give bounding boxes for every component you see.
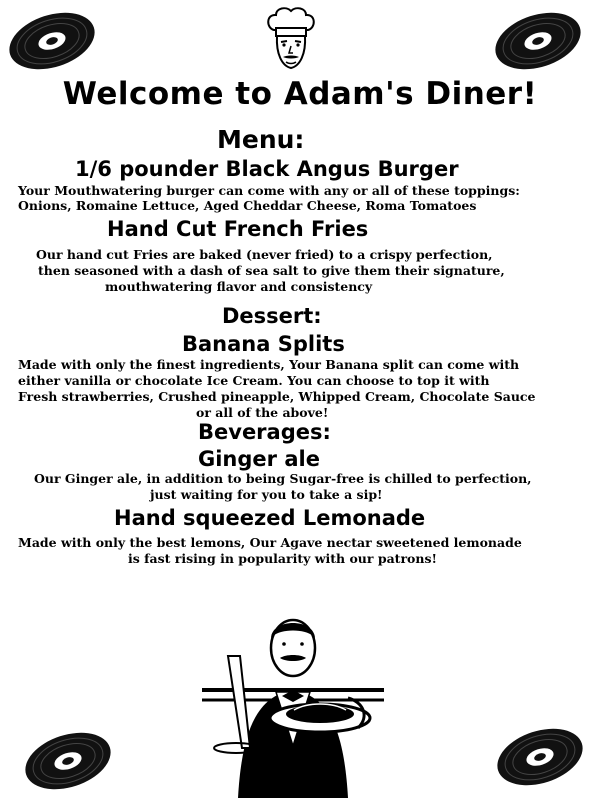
lemonade-line: Made with only the best lemons, Our Agave nectar sweetened lemonade	[18, 535, 522, 550]
banana-name: Banana Splits	[182, 332, 345, 356]
waiter-serving-icon	[198, 598, 388, 798]
lemonade-line: is fast rising in popularity with our patrons!	[128, 551, 437, 566]
fries-line: Our hand cut Fries are baked (never fried) to a crispy perfection,	[36, 247, 493, 262]
ginger-line: Our Ginger ale, in addition to being Sugar-free is chilled to perfection,	[34, 471, 532, 486]
chef-head-icon	[264, 6, 318, 72]
vinyl-record-icon	[494, 726, 586, 788]
lemonade-name: Hand squeezed Lemonade	[114, 506, 426, 530]
banana-line: either vanilla or chocolate Ice Cream. You can choose to top it with	[18, 373, 490, 388]
burger-name: 1/6 pounder Black Angus Burger	[75, 157, 459, 181]
banana-line: Fresh strawberries, Crushed pineapple, Whipped Cream, Chocolate Sauce	[18, 389, 536, 404]
ginger-name: Ginger ale	[198, 447, 320, 471]
fries-line: mouthwatering flavor and consistency	[105, 279, 373, 294]
vinyl-record-icon	[22, 730, 114, 792]
banana-line: or all of the above!	[196, 405, 329, 420]
banana-line: Made with only the finest ingredients, Your Banana split can come with	[18, 357, 520, 372]
vinyl-record-icon	[6, 10, 98, 72]
burger-line: Your Mouthwatering burger can come with any or all of these toppings:	[18, 183, 520, 198]
page-title: Welcome to Adam's Diner!	[62, 76, 538, 112]
fries-line: then seasoned with a dash of sea salt to give them their signature,	[38, 263, 505, 278]
dessert-heading: Dessert:	[222, 304, 322, 328]
burger-line: Onions, Romaine Lettuce, Aged Cheddar Cheese, Roma Tomatoes	[18, 198, 477, 213]
vinyl-record-icon	[492, 10, 584, 72]
beverages-heading: Beverages:	[198, 420, 331, 444]
ginger-line: just waiting for you to take a sip!	[150, 487, 383, 502]
fries-name: Hand Cut French Fries	[107, 217, 369, 241]
menu-heading: Menu:	[217, 125, 305, 154]
